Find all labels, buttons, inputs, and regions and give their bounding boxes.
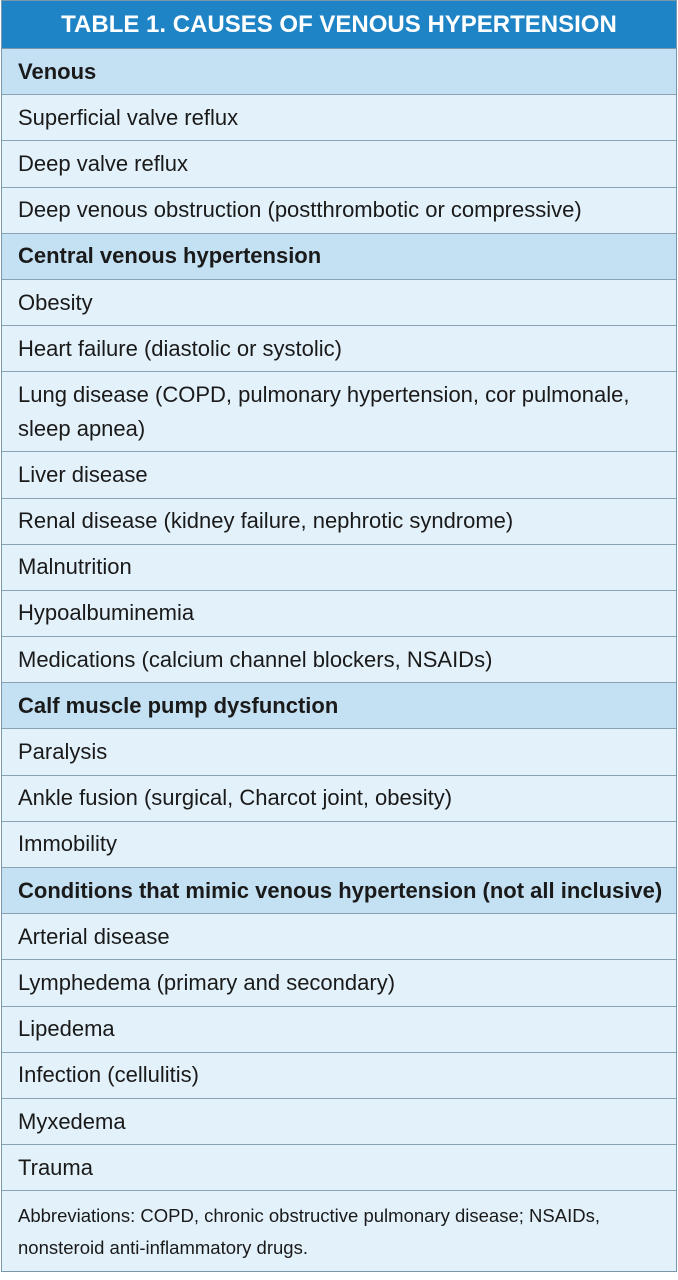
table-row <box>2 188 676 234</box>
table-row <box>2 729 676 775</box>
section-heading-text: Calf muscle pump dysfunction <box>18 692 339 718</box>
row-text: Lipedema <box>18 1016 115 1042</box>
row-text: Lymphedema (primary and secondary) <box>18 969 396 995</box>
causes-table <box>1 0 677 1272</box>
table-row <box>2 280 676 326</box>
row-text: Immobility <box>18 831 118 857</box>
table-row <box>2 822 676 868</box>
table-row <box>2 499 676 545</box>
table-row <box>2 545 676 591</box>
section-heading-text: Venous <box>18 58 97 84</box>
table-row <box>2 452 676 498</box>
footnote-text: Abbreviations: COPD, chronic obstructive pulmonary disease; NSAIDs, nonsteroid anti-inflammatory drugs. <box>18 1205 600 1259</box>
table-row <box>2 326 676 372</box>
section-heading-venous <box>2 49 676 95</box>
table-row <box>2 914 676 960</box>
row-text: Deep valve reflux <box>18 150 188 176</box>
table-row <box>2 95 676 141</box>
row-text: Ankle fusion (surgical, Charcot joint, obesity) <box>18 785 453 811</box>
row-text: Heart failure (diastolic or systolic) <box>18 335 342 361</box>
section-heading-mimic-conditions <box>2 868 676 914</box>
row-text: Medications (calcium channel blockers, NSAIDs) <box>18 646 493 672</box>
table-row <box>2 141 676 187</box>
table-row <box>2 637 676 683</box>
row-text: Hypoalbuminemia <box>18 600 195 626</box>
section-heading-calf-muscle <box>2 683 676 729</box>
row-text: Arterial disease <box>18 923 170 949</box>
row-text: Deep venous obstruction (postthrombotic or compressive) <box>18 197 582 223</box>
table-row <box>2 1053 676 1099</box>
row-text: Myxedema <box>18 1108 126 1134</box>
table-row <box>2 1007 676 1053</box>
table-row <box>2 776 676 822</box>
row-text: Liver disease <box>18 461 148 487</box>
section-heading-central-venous <box>2 234 676 280</box>
row-text: Superficial valve reflux <box>18 104 239 130</box>
row-text: Paralysis <box>18 739 108 765</box>
table-row <box>2 960 676 1006</box>
row-text: Renal disease (kidney failure, nephrotic syndrome) <box>18 508 514 534</box>
table-footnote <box>2 1191 676 1271</box>
table-row <box>2 591 676 637</box>
table-title: TABLE 1. CAUSES OF VENOUS HYPERTENSION <box>2 1 676 49</box>
section-heading-text: Central venous hypertension <box>18 243 322 269</box>
section-heading-text: Conditions that mimic venous hypertension (not all inclusive) <box>18 877 663 903</box>
row-text: Malnutrition <box>18 554 132 580</box>
row-text: Lung disease (COPD, pulmonary hypertension, cor pulmonale, sleep apnea) <box>18 381 630 441</box>
table-row <box>2 1099 676 1145</box>
row-text: Infection (cellulitis) <box>18 1062 199 1088</box>
table-row <box>2 1145 676 1191</box>
row-text: Obesity <box>18 289 93 315</box>
row-text: Trauma <box>18 1154 93 1180</box>
table-row <box>2 372 676 452</box>
